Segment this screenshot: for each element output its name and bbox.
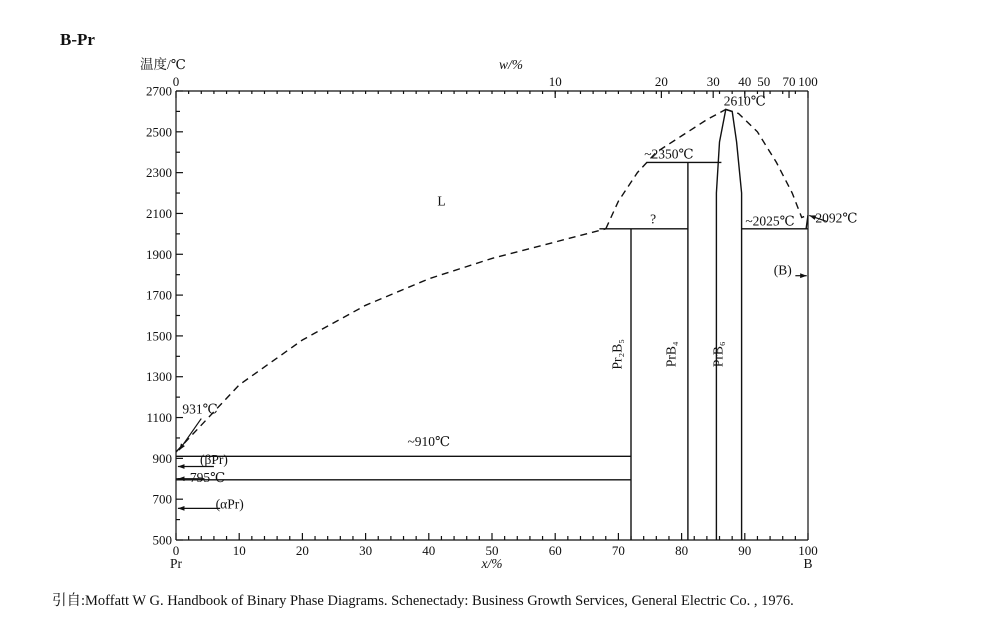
top-tick-label: 70 (782, 74, 796, 89)
compound-label: Pr₂B₅ (609, 339, 625, 370)
temperature-label: 2610℃ (723, 93, 766, 109)
temperature-label: 795℃ (189, 469, 226, 485)
y-tick-label: 1100 (146, 410, 172, 426)
axes (176, 91, 808, 540)
arrow-head (178, 464, 185, 469)
endpoint-label-b: B (803, 556, 813, 571)
phase-boundary (716, 109, 741, 540)
phase-boundaries (176, 109, 808, 540)
top-tick-label: 100 (798, 74, 818, 89)
y-tick-label: 2700 (146, 83, 172, 99)
y-axis-label: 温度/℃ (140, 57, 186, 72)
y-tick-label: 500 (152, 532, 172, 548)
y-tick-label: 1700 (146, 287, 172, 303)
top-tick-label: 30 (706, 74, 720, 89)
phase-label: ? (650, 211, 657, 227)
x-tick-label: 50 (485, 543, 499, 558)
x-tick-label: 20 (295, 543, 309, 558)
y-tick-label: 2300 (146, 165, 172, 181)
y-tick-label: 900 (152, 450, 172, 466)
top-x-axis-label: w/% (498, 57, 523, 72)
y-tick-label: 2500 (146, 124, 172, 140)
y-tick-label: 1300 (146, 369, 172, 385)
arrow-head (178, 506, 185, 511)
phase-label: (αPr) (215, 496, 244, 512)
annotation-arrows (178, 215, 827, 510)
x-tick-label: 100 (798, 543, 818, 558)
phase-label: (βPr) (199, 451, 228, 467)
x-tick-label: 0 (172, 543, 180, 558)
temperature-label: ~2025℃ (745, 213, 795, 229)
liquidus-curve (176, 229, 606, 452)
x-tick-label: 10 (232, 543, 246, 558)
top-tick-label: 50 (757, 74, 771, 89)
top-tick-label: 20 (654, 74, 668, 89)
x-tick-label: 90 (738, 543, 752, 558)
compound-label: PrB₄ (663, 341, 679, 368)
temperature-label: 2092℃ (815, 210, 858, 226)
compound-label: PrB₆ (710, 341, 726, 368)
x-tick-label: 60 (548, 543, 562, 558)
x-tick-label: 40 (422, 543, 436, 558)
x-tick-label: 80 (675, 543, 689, 558)
source-citation: 引自:Moffatt W G. Handbook of Binary Phase Diagrams. Schenectady: Business Growth Services, General Electric Co. , 1976. (52, 593, 794, 609)
y-tick-label: 700 (152, 491, 172, 507)
arrow-head (800, 273, 807, 278)
phase-label: L (437, 193, 446, 209)
x-tick-label: 70 (611, 543, 625, 558)
temperature-label: ~910℃ (407, 434, 451, 450)
endpoint-label-pr: Pr (169, 556, 183, 571)
y-tick-label: 1500 (146, 328, 172, 344)
x-tick-label: 30 (359, 543, 373, 558)
top-tick-label: 10 (548, 74, 562, 89)
y-tick-label: 1900 (146, 246, 172, 262)
temperature-label: 931℃ (182, 401, 218, 417)
labels (140, 56, 857, 571)
top-tick-label: 0 (172, 74, 180, 89)
x-axis-label: x/% (481, 556, 503, 571)
chart-title: B-Pr (60, 30, 95, 49)
y-tick-label: 2100 (146, 205, 172, 221)
top-tick-label: 40 (738, 74, 752, 89)
liquidus-curve (606, 109, 726, 228)
phase-label: (B) (773, 262, 792, 278)
temperature-label: ~2350℃ (644, 146, 694, 162)
